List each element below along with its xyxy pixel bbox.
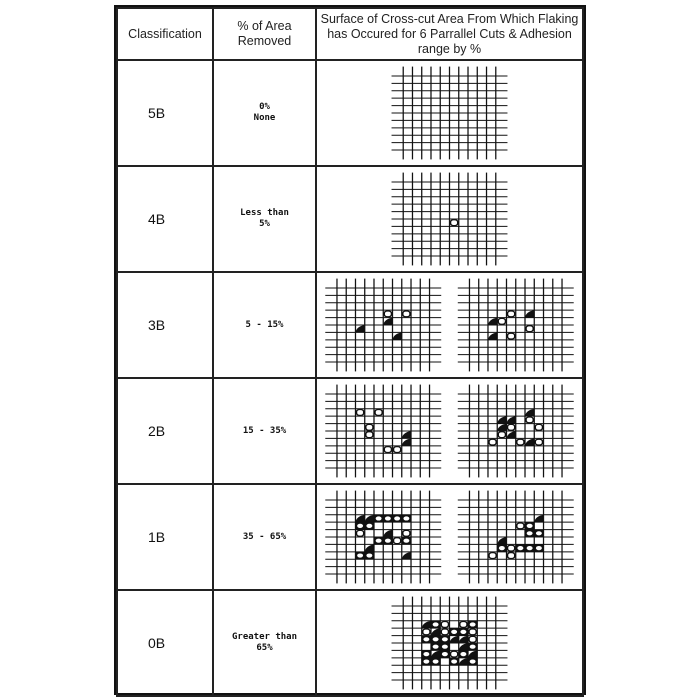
surface-cell <box>316 60 583 166</box>
cross-cut-grid <box>458 385 574 478</box>
adhesion-classification-chart <box>114 5 586 695</box>
table-row <box>117 590 583 696</box>
area-removed-cell <box>213 484 316 590</box>
table-row <box>117 272 583 378</box>
cross-cut-grid <box>325 491 441 584</box>
surface-cell <box>316 590 583 696</box>
table-row <box>117 378 583 484</box>
classification-cell: 0B <box>117 590 213 696</box>
area-removed-line2: 5% <box>259 219 270 229</box>
area-removed-cell <box>213 272 316 378</box>
cross-cut-grid <box>392 67 508 160</box>
cross-cut-grid <box>325 385 441 478</box>
grid-moderate-flaking-icon <box>317 379 582 483</box>
classification-cell: 3B <box>117 272 213 378</box>
cross-cut-grid <box>325 279 441 372</box>
area-removed-line1: 5 - 15% <box>245 319 284 330</box>
header-classification: Classification <box>117 8 213 60</box>
area-removed-line2: None <box>253 113 276 123</box>
grid-severe-flaking-icon <box>317 591 582 695</box>
cross-cut-grid <box>458 491 574 584</box>
table-row <box>117 484 583 590</box>
area-removed-line2: 65% <box>256 643 273 653</box>
area-removed-cell <box>213 60 316 166</box>
area-removed-cell <box>213 590 316 696</box>
table-row <box>117 166 583 272</box>
surface-cell <box>316 378 583 484</box>
area-removed-line1: 35 - 65% <box>242 531 287 542</box>
area-removed-line1: Less than <box>240 208 289 218</box>
surface-cell <box>316 272 583 378</box>
table-row <box>117 60 583 166</box>
classification-cell: 4B <box>117 166 213 272</box>
header-row <box>117 8 583 60</box>
surface-cell <box>316 484 583 590</box>
header-surface: Surface of Cross-cut Area From Which Flaking has Occured for 6 Parrallel Cuts & Adhesion range by % <box>316 8 583 60</box>
area-removed-line1: 0% <box>259 102 270 112</box>
header-area-removed: % of Area Removed <box>213 8 316 60</box>
cross-cut-grid <box>392 173 508 266</box>
classification-table <box>116 7 584 697</box>
area-removed-line1: Greater than <box>231 632 298 642</box>
grid-heavy-flaking-icon <box>317 485 582 589</box>
cross-cut-grid <box>392 597 508 690</box>
area-removed-cell <box>213 166 316 272</box>
grid-intact-icon <box>317 61 582 165</box>
surface-cell <box>316 166 583 272</box>
grid-edge-flaking-icon <box>317 273 582 377</box>
area-removed-cell <box>213 378 316 484</box>
cross-cut-grid <box>458 279 574 372</box>
classification-cell: 5B <box>117 60 213 166</box>
classification-cell: 1B <box>117 484 213 590</box>
grid-minor-flaking-icon <box>317 167 582 271</box>
classification-cell: 2B <box>117 378 213 484</box>
area-removed-line1: 15 - 35% <box>242 425 287 436</box>
